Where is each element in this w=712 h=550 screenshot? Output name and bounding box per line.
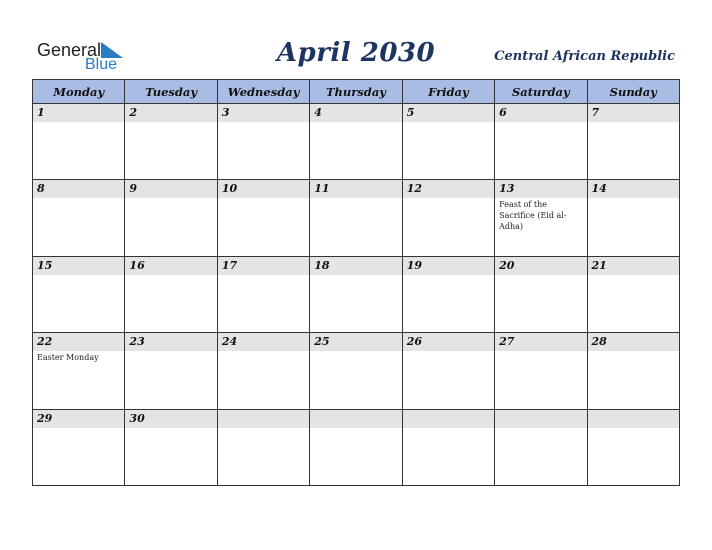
day-number: 24 — [218, 333, 309, 351]
day-number: 30 — [125, 410, 216, 428]
day-number: 15 — [33, 257, 124, 275]
day-number: 29 — [33, 410, 124, 428]
day-cell — [402, 256, 494, 332]
day-number: 7 — [588, 104, 679, 122]
day-number: 6 — [495, 104, 586, 122]
day-cell — [587, 409, 679, 485]
holiday-label — [403, 122, 494, 123]
holiday-label — [495, 275, 586, 276]
day-cell — [33, 256, 125, 332]
day-number: 14 — [588, 180, 679, 198]
holiday-label — [125, 275, 216, 276]
holiday-label — [33, 198, 124, 199]
holiday-label — [588, 198, 679, 199]
day-cell — [125, 333, 217, 409]
calendar-body — [33, 104, 680, 486]
holiday-label — [403, 428, 494, 429]
day-number: 12 — [403, 180, 494, 198]
holiday-label — [218, 351, 309, 352]
holiday-label — [403, 351, 494, 352]
day-number: 2 — [125, 104, 216, 122]
day-cell — [217, 333, 309, 409]
weekday-saturday: Saturday — [495, 80, 587, 104]
holiday-label — [125, 122, 216, 123]
day-cell — [310, 333, 402, 409]
holiday-label — [310, 122, 401, 123]
holiday-label — [403, 198, 494, 199]
holiday-label — [33, 122, 124, 123]
holiday-label — [310, 428, 401, 429]
day-number — [403, 410, 494, 428]
day-cell — [217, 180, 309, 256]
day-number: 16 — [125, 257, 216, 275]
day-number — [218, 410, 309, 428]
day-cell — [125, 409, 217, 485]
holiday-label — [588, 122, 679, 123]
logo-text-general: General — [37, 40, 102, 60]
day-cell — [217, 409, 309, 485]
day-cell — [310, 409, 402, 485]
weekday-wednesday: Wednesday — [217, 80, 309, 104]
day-cell — [217, 256, 309, 332]
day-number: 26 — [403, 333, 494, 351]
day-cell — [495, 180, 587, 256]
day-number: 9 — [125, 180, 216, 198]
day-number: 28 — [588, 333, 679, 351]
day-number: 3 — [218, 104, 309, 122]
day-number — [310, 410, 401, 428]
holiday-label — [33, 428, 124, 429]
holiday-label — [125, 198, 216, 199]
day-cell — [495, 104, 587, 180]
day-number: 25 — [310, 333, 401, 351]
holiday-label — [588, 351, 679, 352]
day-cell — [402, 180, 494, 256]
day-number — [495, 410, 586, 428]
day-cell — [125, 180, 217, 256]
day-cell — [495, 256, 587, 332]
holiday-label — [588, 428, 679, 429]
day-number: 8 — [33, 180, 124, 198]
day-number: 22 — [33, 333, 124, 351]
holiday-label — [125, 351, 216, 352]
day-cell — [402, 333, 494, 409]
day-cell — [33, 333, 125, 409]
holiday-label: Easter Monday — [37, 353, 99, 363]
day-number: 17 — [218, 257, 309, 275]
holiday-label — [125, 428, 216, 429]
day-number: 10 — [218, 180, 309, 198]
day-cell — [125, 256, 217, 332]
day-cell — [33, 409, 125, 485]
week-row — [33, 409, 680, 485]
weekday-sunday: Sunday — [587, 80, 679, 104]
weekday-thursday: Thursday — [310, 80, 402, 104]
day-number: 11 — [310, 180, 401, 198]
day-number: 20 — [495, 257, 586, 275]
page-title: April 2030 — [276, 38, 436, 68]
holiday-label — [588, 275, 679, 276]
day-number: 13 — [495, 180, 586, 198]
holiday-label — [310, 351, 401, 352]
day-cell — [495, 409, 587, 485]
weekday-tuesday: Tuesday — [125, 80, 217, 104]
day-cell — [587, 104, 679, 180]
day-number: 1 — [33, 104, 124, 122]
holiday-label — [310, 198, 401, 199]
holiday-label — [33, 275, 124, 276]
day-cell — [587, 256, 679, 332]
day-number: 21 — [588, 257, 679, 275]
day-cell — [310, 104, 402, 180]
day-cell — [125, 104, 217, 180]
holiday-label — [495, 351, 586, 352]
holiday-label — [218, 122, 309, 123]
day-cell — [495, 333, 587, 409]
day-number — [588, 410, 679, 428]
day-number: 27 — [495, 333, 586, 351]
holiday-label — [218, 275, 309, 276]
day-number: 19 — [403, 257, 494, 275]
day-cell — [402, 104, 494, 180]
day-cell — [310, 180, 402, 256]
day-cell — [217, 104, 309, 180]
calendar-grid — [32, 79, 680, 486]
weekday-friday: Friday — [402, 80, 494, 104]
logo-text-blue: Blue — [85, 56, 118, 73]
holiday-label — [310, 275, 401, 276]
day-cell — [33, 104, 125, 180]
day-cell — [587, 333, 679, 409]
holiday-label — [403, 275, 494, 276]
week-row — [33, 256, 680, 332]
day-cell — [402, 409, 494, 485]
week-row — [33, 104, 680, 180]
day-number: 23 — [125, 333, 216, 351]
day-cell — [310, 256, 402, 332]
weekday-monday: Monday — [33, 80, 125, 104]
holiday-label — [495, 428, 586, 429]
week-row — [33, 333, 680, 409]
weekday-header-row — [33, 80, 680, 104]
day-cell — [33, 180, 125, 256]
holiday-label — [495, 122, 586, 123]
day-number: 18 — [310, 257, 401, 275]
day-cell — [587, 180, 679, 256]
holiday-label — [218, 428, 309, 429]
day-number: 4 — [310, 104, 401, 122]
country-name: Central African Republic — [494, 49, 675, 64]
day-number: 5 — [403, 104, 494, 122]
holiday-label — [218, 198, 309, 199]
holiday-label: Feast of the Sacrifice (Eid al-Adha) — [499, 200, 567, 232]
week-row — [33, 180, 680, 256]
